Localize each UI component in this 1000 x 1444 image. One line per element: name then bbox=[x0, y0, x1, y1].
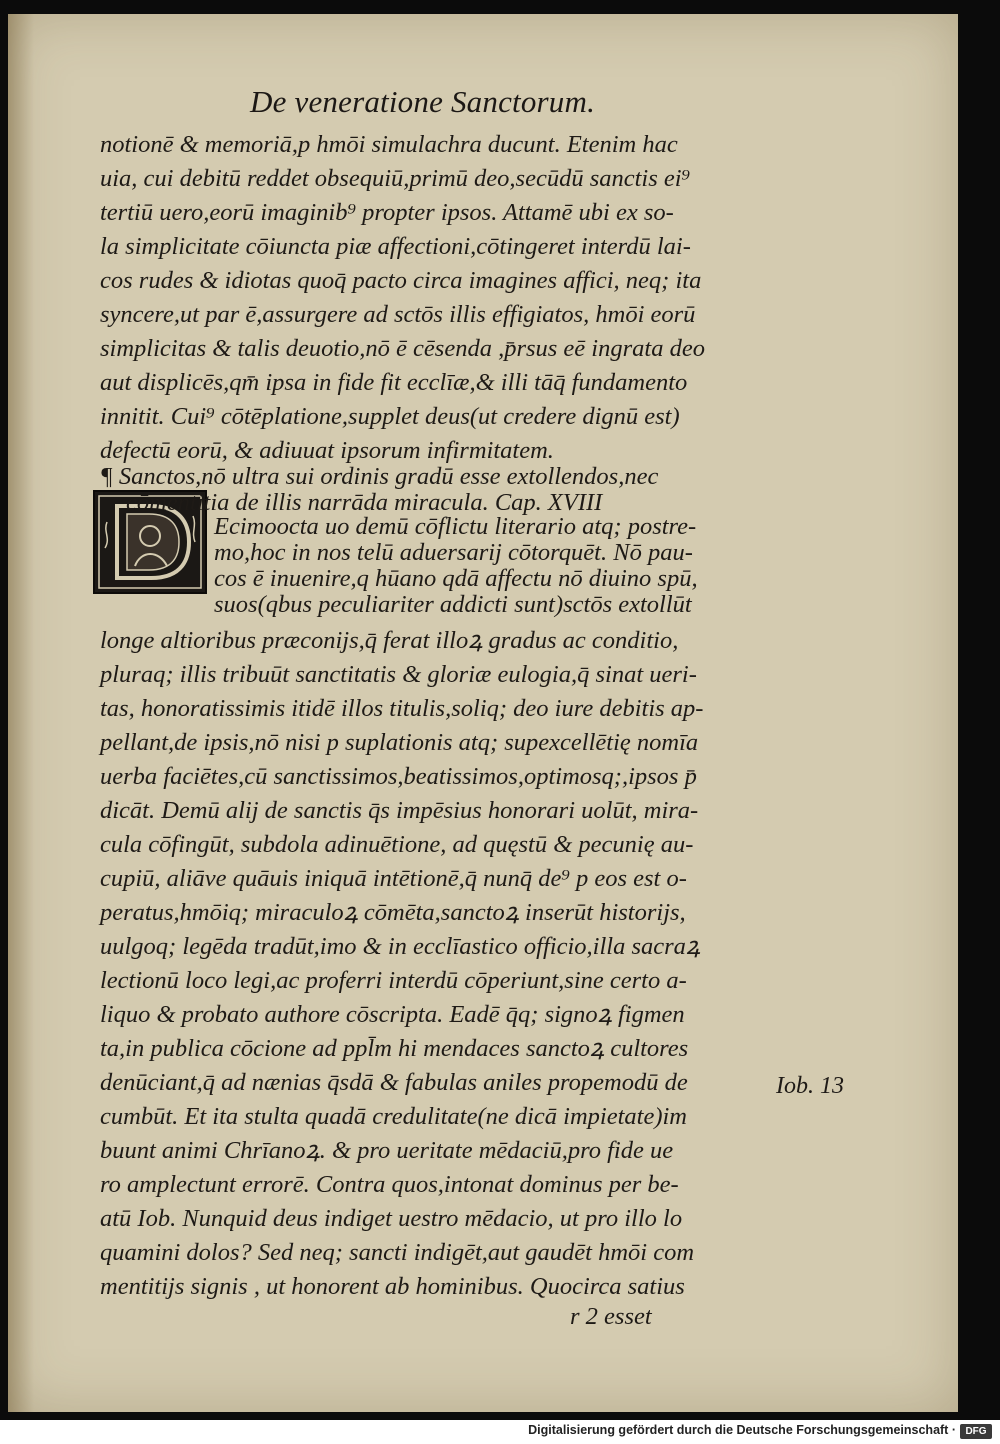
text-line: peratus,hmōiq; miraculoꝝ cōmēta,sanctoꝝ inserūt historijs, bbox=[100, 899, 686, 926]
chapter-heading-line: ¶ Sanctos,nō ultra sui ordinis gradū esse extollendos,nec bbox=[100, 463, 659, 490]
text-line: dicāt. Demū alij de sanctis q̄s impēsius honorari uolūt, mira- bbox=[100, 797, 699, 824]
text-line: notionē & memoriā,p hmōi simulachra ducunt. Etenim hac bbox=[100, 131, 678, 158]
footer-bar bbox=[0, 1420, 1000, 1444]
text-line: cumbūt. Et ita stulta quadā credulitate(ne dicā impietate)im bbox=[100, 1103, 687, 1130]
text-line: tertiū uero,eorū imaginib⁹ propter ipsos. Attamē ubi ex so- bbox=[100, 199, 674, 226]
text-line: cos rudes & idiotas quoq̄ pacto circa imagines affici, neq; ita bbox=[100, 267, 702, 294]
text-line: ta,in publica cōcione ad ppl̄m hi mendaces sanctoꝝ cultores bbox=[100, 1035, 689, 1062]
signature-catchword-line: r 2 esset bbox=[570, 1303, 652, 1330]
text-line: uia, cui debitū reddet obsequiū,primū deo,secūdū sanctis ei⁹ bbox=[100, 165, 691, 192]
text-line: atū Iob. Nunquid deus indiget uestro mēdacio, ut pro illo lo bbox=[100, 1205, 683, 1232]
dfg-logo-icon: DFG bbox=[960, 1424, 992, 1439]
text-line: syncere,ut par ē,assurgere ad sctōs illis effigiatos, hmōi eorū bbox=[100, 301, 696, 328]
text-line: defectū eorū, & adiuuat ipsorum infirmitatem. bbox=[100, 437, 554, 464]
text-line: ro amplectunt errorē. Contra quos,intonat dominus per be- bbox=[100, 1171, 679, 1198]
page-gutter-shadow bbox=[8, 14, 34, 1412]
text-line: tas, honoratissimis itidē illos titulis,soliq; deo iure debitis ap- bbox=[100, 695, 704, 722]
text-line: simplicitas & talis deuotio,nō ē cēsenda ,p̄rsus eē ingrata deo bbox=[100, 335, 705, 362]
text-line: uerba faciētes,cū sanctissimos,beatissimos,optimosq;,ipsos p̄ bbox=[100, 763, 697, 790]
text-line: buunt animi Chrīanoꝝ. & pro ueritate mēdaciū,pro fide ue bbox=[100, 1137, 674, 1164]
text-line: suos(qbus peculiariter addicti sunt)sctōs extollūt bbox=[214, 591, 692, 618]
text-line: Ecimoocta uo demū cōflictu literario atq; postre- bbox=[214, 513, 697, 540]
text-line: lectionū loco legi,ac proferri interdū cōperiunt,sine certo a- bbox=[100, 967, 687, 994]
text-line: quamini dolos? Sed neq; sancti indigēt,aut gaudēt hmōi com bbox=[100, 1239, 695, 1266]
text-line: cula cōfingūt, subdola adinuētione, ad quęstū & pecunię au- bbox=[100, 831, 694, 858]
text-line: pluraq; illis tribuūt sanctitatis & gloriæ eulogia,q̄ sinat ueri- bbox=[100, 661, 697, 688]
chapter-heading-line: cōmentitia de illis narrāda miracula. Cap. XVIII bbox=[126, 489, 603, 516]
text-line: uulgoq; legēda tradūt,imo & in ecclīastico officio,illa sacraꝝ bbox=[100, 933, 701, 960]
text-line: denūciant,q̄ ad nænias q̄sdā & fabulas aniles propemodū de bbox=[100, 1069, 688, 1096]
margin-note-iob: Iob. 13 bbox=[776, 1073, 844, 1099]
funding-credit: Digitalisierung gefördert durch die Deutsche Forschungsgemeinschaft · bbox=[528, 1423, 956, 1437]
text-line: la simplicitate cōiuncta piæ affectioni,cōtingeret interdū lai- bbox=[100, 233, 691, 260]
text-line: cos ē inuenire,q hūano qdā affectu nō diuino spū, bbox=[214, 565, 698, 592]
running-head: De veneratione Sanctorum. bbox=[250, 84, 596, 119]
text-line: cupiū, aliāve quāuis iniquā intētionē,q̄ nunq̄ de⁹ p eos est o- bbox=[100, 865, 687, 892]
text-line: pellant,de ipsis,nō nisi p suplationis atq; supexcellētię nomīa bbox=[100, 729, 699, 756]
text-line: mo,hoc in nos telū aduersarij cōtorquēt. Nō pau- bbox=[214, 539, 693, 566]
text-line: liquo & probato authore cōscripta. Eadē q̄q; signoꝝ figmen bbox=[100, 1001, 685, 1028]
text-line: aut displicēs,qm̄ ipsa in fide fit ecclīæ,& illi tāq̄ fundamento bbox=[100, 369, 688, 396]
text-line: mentitijs signis , ut honorent ab hominibus. Quocirca satius bbox=[100, 1273, 685, 1300]
text-line: longe altioribus præconijs,q̄ ferat illoꝝ gradus ac conditio, bbox=[100, 627, 679, 654]
text-line: innitit. Cui⁹ cōtēplatione,supplet deus(ut credere dignū est) bbox=[100, 403, 680, 430]
